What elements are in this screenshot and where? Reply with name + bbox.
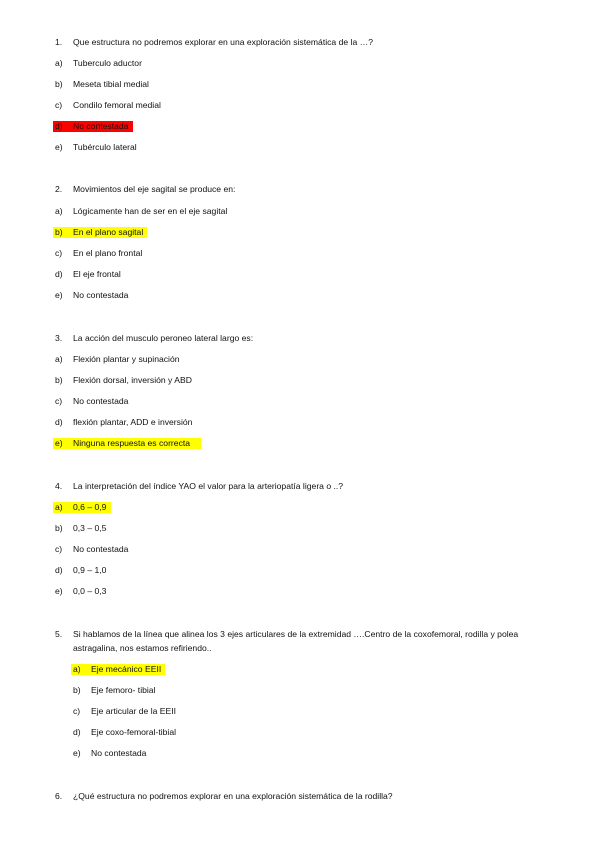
option-text: Eje femoro- tibial — [91, 685, 156, 695]
option-text: No contestada — [73, 396, 129, 406]
red-highlight — [53, 121, 133, 132]
option-label: a) — [73, 664, 81, 674]
option-label: a) — [55, 58, 63, 68]
question-number: 6. — [55, 791, 63, 801]
option-text: En el plano frontal — [73, 248, 143, 258]
option-text: 0,6 – 0,9 — [73, 502, 107, 512]
option-text: En el plano sagital — [73, 227, 144, 237]
option-label: d) — [55, 121, 63, 131]
question-text: La interpretación del índice YAO el valor para la arteriopatía ligera o ..? — [73, 481, 344, 491]
question-number: 4. — [55, 481, 63, 491]
option-label: a) — [55, 502, 63, 512]
option-label: e) — [55, 586, 63, 596]
question-text: Movimientos del eje sagital se produce en: — [73, 184, 236, 194]
option-text: flexión plantar, ADD e inversión — [73, 417, 193, 427]
option-label: e) — [73, 748, 81, 758]
option-5a-correct — [71, 664, 165, 675]
option-text: 0,9 – 1,0 — [73, 565, 107, 575]
option-2b-correct — [53, 227, 147, 238]
option-text: 0,3 – 0,5 — [73, 523, 107, 533]
option-label: d) — [73, 727, 81, 737]
yellow-highlight — [71, 664, 165, 675]
option-label: b) — [55, 227, 63, 237]
question-number: 1. — [55, 37, 63, 47]
option-text: El eje frontal — [73, 269, 121, 279]
question-number: 3. — [55, 333, 63, 343]
option-text: No contestada — [73, 544, 129, 554]
question-text-line-1: Si hablamos de la línea que alinea los 3 ejes articulares de la extremidad ….Centro de la coxofemoral, rodilla y polea — [73, 629, 519, 639]
option-label: d) — [55, 565, 63, 575]
option-text: No contestada — [73, 290, 129, 300]
option-text: Flexión dorsal, inversión y ABD — [73, 375, 192, 385]
option-label: c) — [55, 248, 63, 258]
question-number: 5. — [55, 629, 63, 639]
option-label: c) — [55, 100, 63, 110]
option-text: Eje mecánico EEII — [91, 664, 162, 674]
option-4a-correct — [53, 502, 111, 513]
question-text: Que estructura no podremos explorar en una exploración sistemática de la …? — [73, 37, 373, 47]
question-text: La acción del musculo peroneo lateral largo es: — [73, 333, 254, 343]
question-number: 2. — [55, 184, 63, 194]
option-label: b) — [73, 685, 81, 695]
option-label: a) — [55, 354, 63, 364]
option-text: 0,0 – 0,3 — [73, 586, 107, 596]
option-label: e) — [55, 290, 63, 300]
option-label: b) — [55, 79, 63, 89]
yellow-highlight — [53, 502, 111, 513]
yellow-highlight — [53, 227, 147, 238]
option-text: Lógicamente han de ser en el eje sagital — [73, 206, 228, 216]
option-label: d) — [55, 269, 63, 279]
option-label: c) — [73, 706, 81, 716]
option-text: Eje articular de la EEII — [91, 706, 177, 716]
question-text-line-2: astragalina, nos estamos refiriendo.. — [73, 643, 212, 653]
option-text: Ninguna respuesta es correcta — [73, 438, 191, 448]
option-label: c) — [55, 544, 63, 554]
option-text: Tubérculo lateral — [73, 142, 137, 152]
option-label: e) — [55, 142, 63, 152]
option-label: d) — [55, 417, 63, 427]
option-text: No contestada — [73, 121, 129, 131]
option-text: Condilo femoral medial — [73, 100, 161, 110]
option-label: e) — [55, 438, 63, 448]
option-text: Flexión plantar y supinación — [73, 354, 180, 364]
option-label: a) — [55, 206, 63, 216]
option-label: b) — [55, 375, 63, 385]
option-text: No contestada — [91, 748, 147, 758]
option-text: Meseta tibial medial — [73, 79, 149, 89]
option-3e-correct — [53, 438, 201, 449]
option-text: Tuberculo aductor — [73, 58, 142, 68]
option-text: Eje coxo-femoral-tibial — [91, 727, 177, 737]
yellow-highlight — [53, 438, 201, 449]
option-label: b) — [55, 523, 63, 533]
option-1d-unanswered — [53, 121, 133, 132]
option-label: c) — [55, 396, 63, 406]
question-text: ¿Qué estructura no podremos explorar en una exploración sistemática de la rodilla? — [73, 791, 393, 801]
